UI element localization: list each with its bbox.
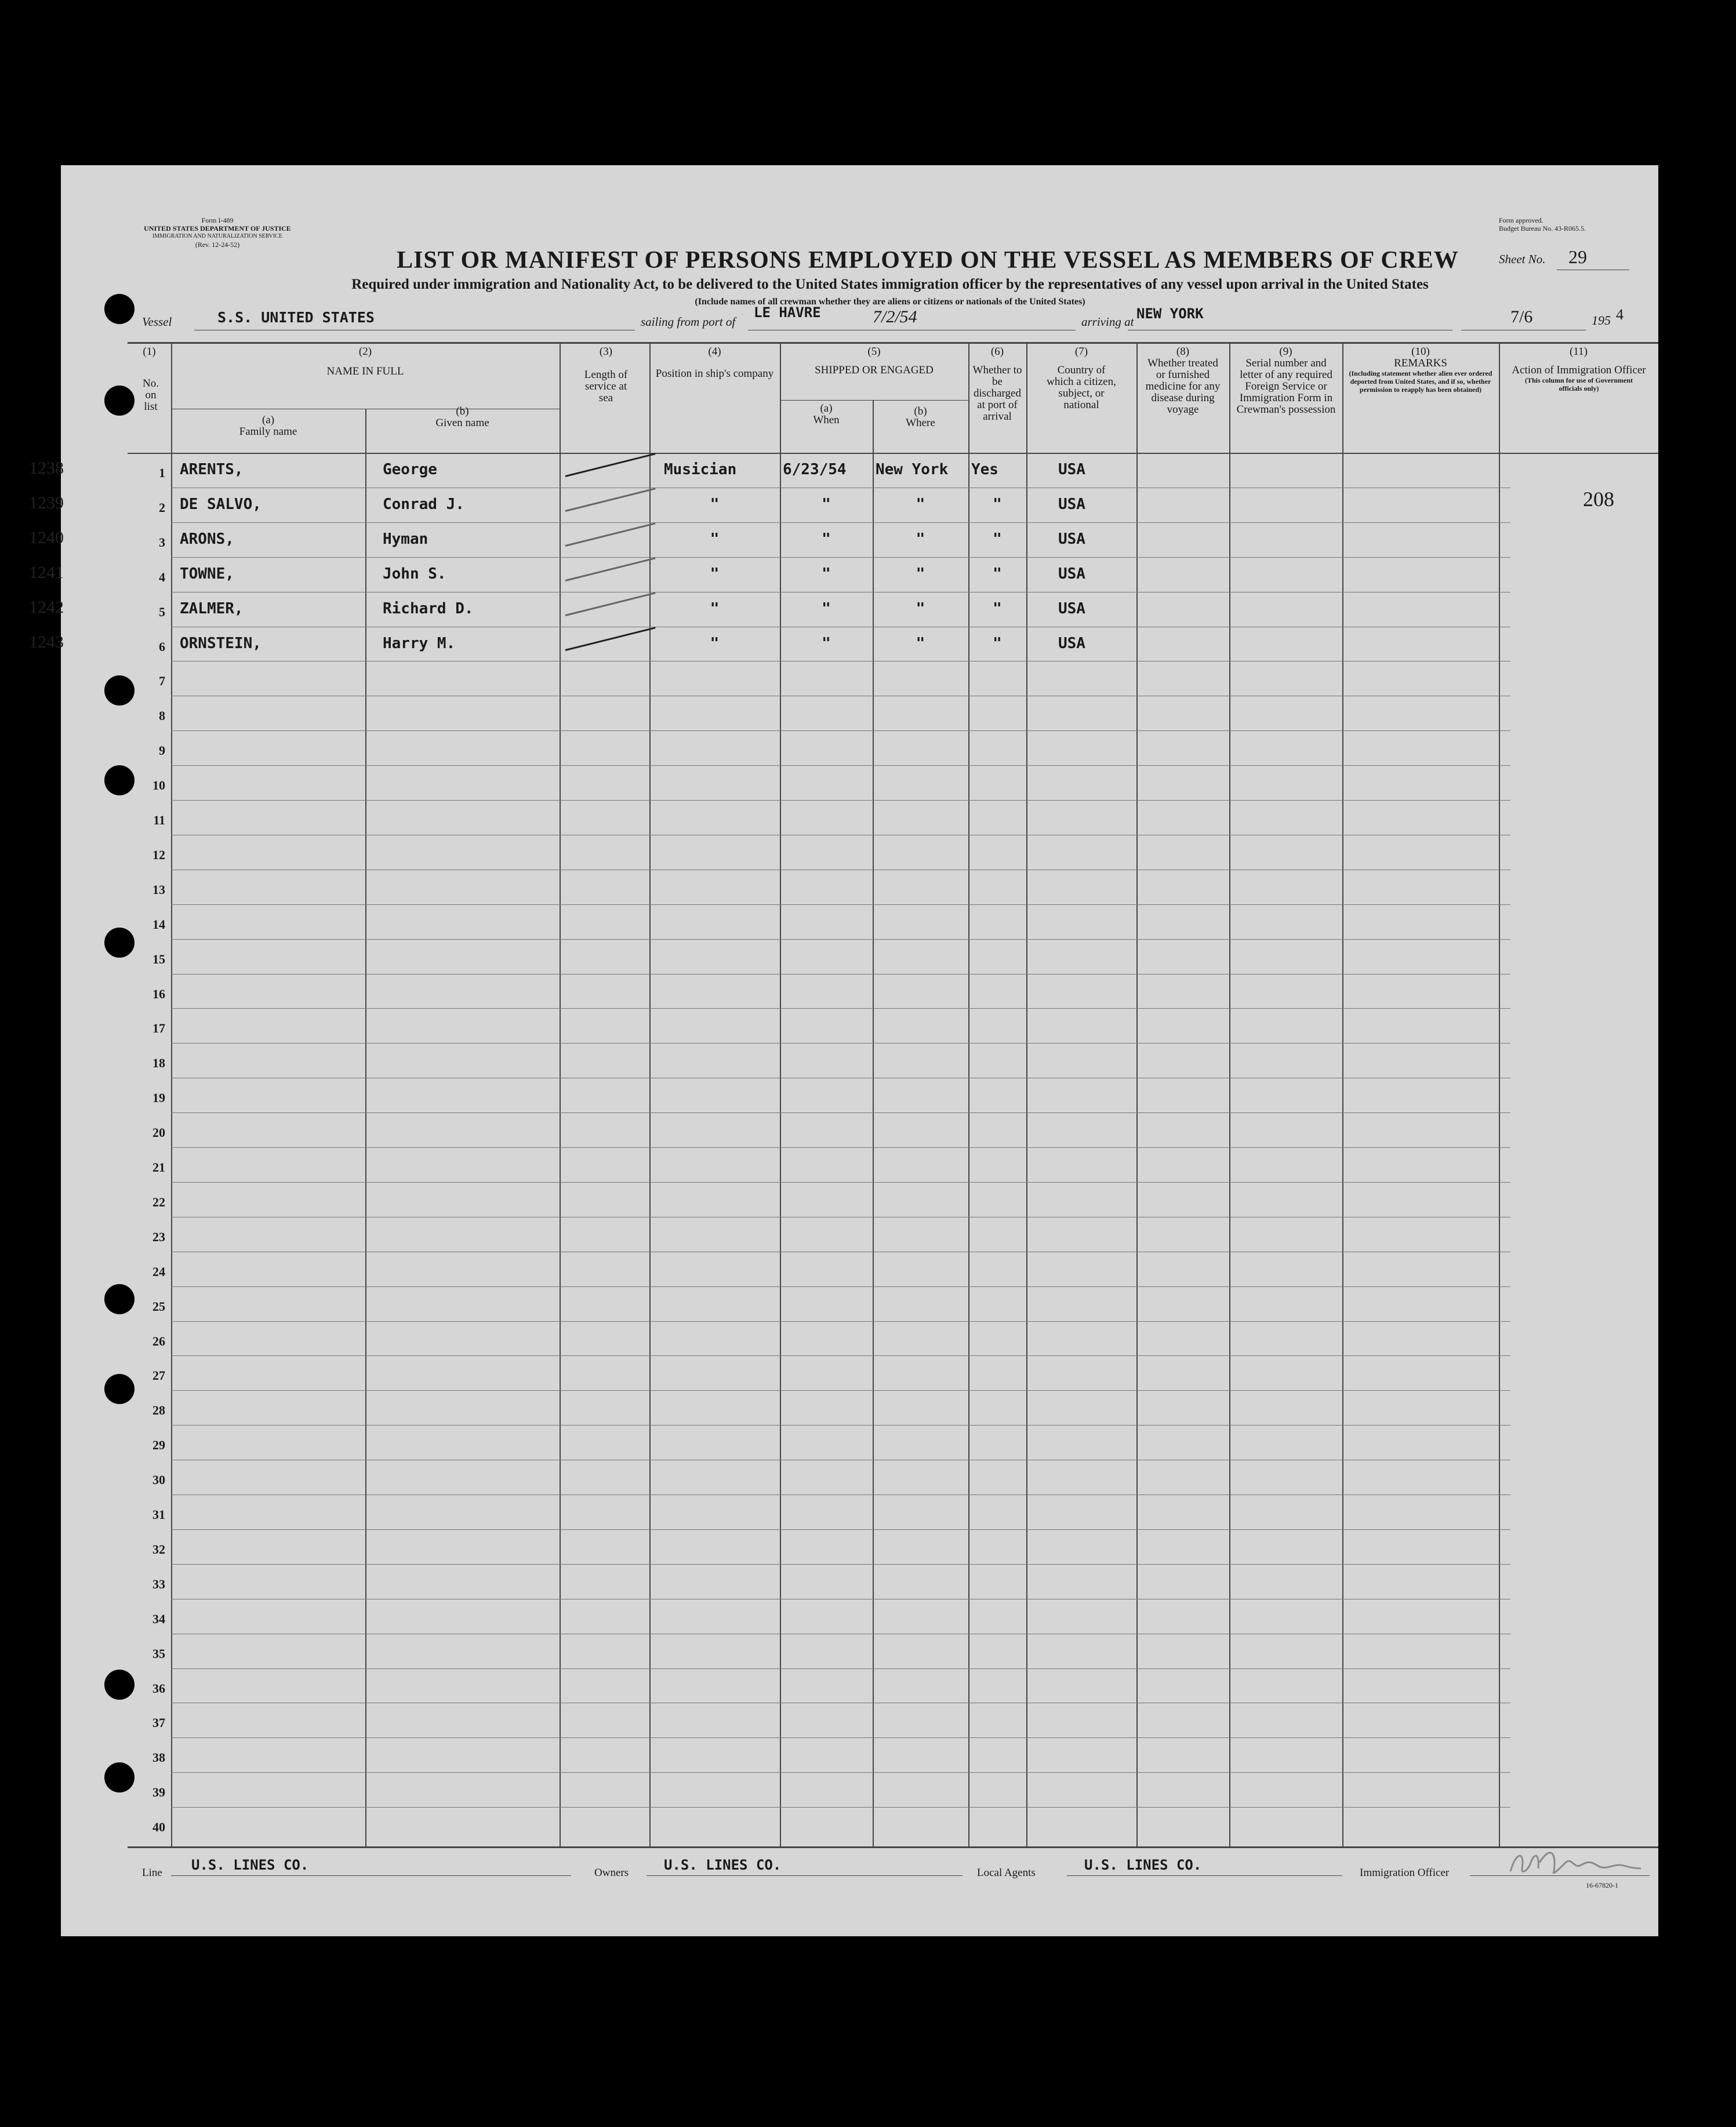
row-rule xyxy=(171,1286,1510,1287)
row-number: 35 xyxy=(152,1646,165,1661)
position-cell: " xyxy=(710,565,720,583)
header-bottom-rule xyxy=(128,453,1658,454)
col5a-header: (a) When xyxy=(813,402,840,426)
shipped-when-cell: " xyxy=(822,565,831,583)
row-rule xyxy=(171,939,1510,940)
list-margin-number: 1238 xyxy=(29,459,64,478)
form-title: LIST OR MANIFEST OF PERSONS EMPLOYED ON THE VESSEL AS MEMBERS OF CREW xyxy=(397,247,1459,274)
officer-note: 208 xyxy=(1583,488,1614,511)
row-number: 21 xyxy=(152,1160,165,1175)
given-name-cell: John S. xyxy=(383,565,446,583)
family-name-cell: ZALMER, xyxy=(180,600,244,617)
given-name-cell: George xyxy=(383,461,437,478)
manifest-page xyxy=(29,165,1658,1936)
position-cell: Musician xyxy=(664,461,737,478)
row-rule xyxy=(171,1321,1510,1322)
row-number: 11 xyxy=(153,813,165,827)
row-number: 27 xyxy=(152,1368,165,1383)
row-rule xyxy=(171,904,1510,905)
year-prefix: 195 xyxy=(1592,313,1611,328)
country-cell: USA xyxy=(1058,496,1085,513)
officer-underline xyxy=(1470,1875,1650,1876)
row-rule xyxy=(171,1390,1510,1391)
row-number: 4 xyxy=(159,570,165,584)
row-number: 34 xyxy=(152,1612,165,1626)
col4-header: (4) Position in ship's company xyxy=(655,346,774,380)
row-number: 20 xyxy=(152,1125,165,1140)
row-number: 23 xyxy=(152,1230,165,1244)
row-rule xyxy=(171,557,1510,558)
column-rule xyxy=(1229,342,1230,1846)
footer-code: 16-67820-1 xyxy=(1586,1881,1618,1889)
row-number: 10 xyxy=(152,778,165,792)
position-cell: " xyxy=(710,635,720,652)
agents-underline xyxy=(1067,1875,1342,1876)
agents-label: Local Agents xyxy=(977,1867,1036,1879)
list-margin-number: 1242 xyxy=(29,598,64,617)
shipped-when-cell: " xyxy=(822,496,831,513)
shipped-when-cell: " xyxy=(822,530,831,548)
discharged-cell: " xyxy=(993,635,1002,652)
shipped-when-cell: " xyxy=(822,600,831,617)
row-number: 29 xyxy=(152,1438,165,1452)
discharged-cell: Yes xyxy=(971,461,998,478)
row-rule xyxy=(171,1668,1510,1669)
row-rule xyxy=(171,765,1510,766)
budget-bureau: Budget Bureau No. 43-R065.5. xyxy=(1499,224,1586,232)
shipped-where-cell: " xyxy=(916,565,925,583)
row-number: 38 xyxy=(152,1750,165,1765)
line-underline xyxy=(171,1875,571,1876)
owners-company: U.S. LINES CO. xyxy=(664,1857,782,1873)
country-cell: USA xyxy=(1058,635,1085,652)
col7-header: (7) Country of which a citizen, subject, or national xyxy=(1047,346,1116,411)
row-rule xyxy=(171,1425,1510,1426)
row-number: 14 xyxy=(152,917,165,932)
country-cell: USA xyxy=(1058,530,1085,548)
service: IMMIGRATION AND NATURALIZATION SERVICE xyxy=(152,233,282,239)
row-number: 7 xyxy=(159,674,165,688)
list-margin-number: 1243 xyxy=(29,632,64,652)
country-cell: USA xyxy=(1058,565,1085,583)
vessel-name: S.S. UNITED STATES xyxy=(217,309,375,326)
row-number: 12 xyxy=(152,848,165,862)
row-number: 17 xyxy=(152,1021,165,1035)
form-number: Form I-489 xyxy=(201,216,234,224)
row-rule xyxy=(171,800,1510,801)
shipped-when-cell: " xyxy=(822,635,831,652)
row-number: 6 xyxy=(159,639,165,654)
row-rule xyxy=(171,1737,1510,1738)
row-number: 3 xyxy=(159,535,165,550)
agents-company: U.S. LINES CO. xyxy=(1084,1857,1202,1873)
shipped-where-cell: " xyxy=(916,635,925,652)
sailing-label: sailing from port of xyxy=(641,315,736,329)
row-rule xyxy=(171,1147,1510,1148)
row-number: 1 xyxy=(159,466,165,480)
column-rule xyxy=(171,342,172,1846)
row-number: 8 xyxy=(159,708,165,723)
service-length-dash xyxy=(565,627,656,651)
row-number: 9 xyxy=(159,743,165,758)
shipped-where-cell: New York xyxy=(876,461,949,478)
row-number: 15 xyxy=(152,952,165,966)
family-name-cell: ARENTS, xyxy=(180,461,244,478)
service-length-dash xyxy=(565,522,656,547)
row-number: 24 xyxy=(152,1264,165,1279)
shipped-split-rule xyxy=(780,400,968,401)
position-cell: " xyxy=(710,496,720,513)
row-number: 19 xyxy=(152,1090,165,1105)
service-length-dash xyxy=(565,488,656,512)
sailing-date: 7/2/54 xyxy=(873,307,917,326)
revision: (Rev. 12-24-52) xyxy=(195,241,240,249)
position-cell: " xyxy=(710,530,720,548)
row-number: 32 xyxy=(152,1542,165,1557)
officer-signature xyxy=(1505,1845,1644,1882)
row-number: 13 xyxy=(152,882,165,897)
vessel-label: Vessel xyxy=(142,315,172,329)
discharged-cell: " xyxy=(993,530,1002,548)
family-name-cell: ORNSTEIN, xyxy=(180,635,262,652)
row-number: 40 xyxy=(152,1820,165,1834)
sailing-port: LE HAVRE xyxy=(754,304,821,321)
line-company: U.S. LINES CO. xyxy=(191,1857,309,1873)
line-label: Line xyxy=(142,1867,162,1879)
row-rule xyxy=(171,1112,1510,1113)
shipped-where-cell: " xyxy=(916,600,925,617)
column-rule xyxy=(365,409,366,1846)
col3-header: (3) Length of service at sea xyxy=(584,346,628,404)
discharged-cell: " xyxy=(993,600,1002,617)
form-note: (Include names of all crewman whether they are aliens or citizens or nationals of the United States) xyxy=(695,297,1085,307)
col2a-header: (a) Family name xyxy=(239,414,297,438)
shipped-when-cell: 6/23/54 xyxy=(783,461,847,478)
arriving-label: arriving at xyxy=(1081,315,1134,329)
country-cell: USA xyxy=(1058,461,1085,478)
col5-header: (5) SHIPPED OR ENGAGED xyxy=(815,346,934,376)
owners-underline xyxy=(647,1875,963,1876)
department: UNITED STATES DEPARTMENT OF JUSTICE xyxy=(144,224,291,232)
year-suffix: 4 xyxy=(1616,306,1624,323)
service-length-dash xyxy=(565,453,656,477)
row-rule xyxy=(171,522,1510,523)
sheet-label: Sheet No. xyxy=(1499,252,1546,266)
row-rule xyxy=(171,1355,1510,1356)
col10-header: (10) REMARKS (Including statement whether alien ever ordered deported from United States, and if so, whether permission to reapply has been obtained) xyxy=(1349,346,1492,394)
approval-text: Form approved. xyxy=(1499,216,1543,224)
column-rule xyxy=(1026,342,1027,1846)
family-name-cell: DE SALVO, xyxy=(180,496,262,513)
col2b-header: (b) Given name xyxy=(435,405,489,429)
given-name-cell: Harry M. xyxy=(383,635,456,652)
given-name-cell: Hyman xyxy=(383,530,428,548)
col5b-header: (b) Where xyxy=(906,405,935,429)
column-rule xyxy=(1136,342,1138,1846)
row-number: 18 xyxy=(152,1056,165,1070)
row-rule xyxy=(171,1807,1510,1808)
list-margin-number: 1240 xyxy=(29,528,64,547)
col2-header: (2) NAME IN FULL xyxy=(326,346,404,377)
officer-label: Immigration Officer xyxy=(1360,1867,1450,1879)
given-name-cell: Richard D. xyxy=(383,600,474,617)
arrival-port: NEW YORK xyxy=(1136,306,1204,322)
form-id-block xyxy=(130,216,304,249)
row-number: 31 xyxy=(152,1507,165,1522)
row-rule xyxy=(171,1529,1510,1530)
row-number: 33 xyxy=(152,1577,165,1591)
table-bottom-rule xyxy=(128,1846,1658,1848)
row-number: 5 xyxy=(159,605,165,619)
column-rule xyxy=(1342,342,1343,1846)
column-rule xyxy=(560,342,561,1846)
row-rule xyxy=(171,1182,1510,1183)
form-subtitle: Required under immigration and Nationality Act, to be delivered to the United States immigration officer by the representatives of any vessel upon arrival in the United States xyxy=(351,277,1429,292)
row-number: 37 xyxy=(152,1715,165,1730)
row-number: 25 xyxy=(152,1299,165,1314)
row-number: 16 xyxy=(152,987,165,1001)
col6-header: (6) Whether to be discharged at port of arrival xyxy=(972,346,1022,423)
shipped-where-cell: " xyxy=(916,496,925,513)
row-number: 22 xyxy=(152,1195,165,1209)
row-rule xyxy=(171,974,1510,975)
family-name-cell: TOWNE, xyxy=(180,565,234,583)
row-number: 36 xyxy=(152,1681,165,1696)
table-top-rule xyxy=(128,342,1658,344)
discharged-cell: " xyxy=(993,496,1002,513)
row-number: 39 xyxy=(152,1785,165,1799)
row-rule xyxy=(171,730,1510,731)
given-name-cell: Conrad J. xyxy=(383,496,464,513)
arrival-date: 7/6 xyxy=(1510,307,1533,326)
list-margin-number: 1241 xyxy=(29,563,64,582)
owners-label: Owners xyxy=(594,1867,629,1879)
signature-graphic xyxy=(1505,1845,1644,1880)
row-rule xyxy=(171,1772,1510,1773)
col9-header: (9) Serial number and letter of any required Foreign Service or Immigration Form in Crewman's possession xyxy=(1236,346,1336,416)
row-number: 2 xyxy=(159,500,165,515)
position-cell: " xyxy=(710,600,720,617)
row-number: 28 xyxy=(152,1403,165,1417)
approval-block xyxy=(1499,216,1650,232)
col11-header: (11) Action of Immigration Officer (This column for use of Government officials only) xyxy=(1512,346,1646,392)
row-rule xyxy=(171,1008,1510,1009)
list-margin-number: 1239 xyxy=(29,493,64,512)
country-cell: USA xyxy=(1058,600,1085,617)
col8-header: (8) Whether treated or furnished medicine for any disease during voyage xyxy=(1145,346,1221,416)
family-name-cell: ARONS, xyxy=(180,530,234,548)
row-number: 30 xyxy=(152,1472,165,1487)
row-rule xyxy=(171,1564,1510,1565)
col1-header: (1) No. on list xyxy=(143,346,159,413)
column-rule xyxy=(1499,342,1500,1846)
sheet-number: 29 xyxy=(1568,246,1587,267)
row-number: 26 xyxy=(152,1334,165,1348)
shipped-where-cell: " xyxy=(916,530,925,548)
discharged-cell: " xyxy=(993,565,1002,583)
service-length-dash xyxy=(565,557,656,581)
service-length-dash xyxy=(565,592,656,616)
